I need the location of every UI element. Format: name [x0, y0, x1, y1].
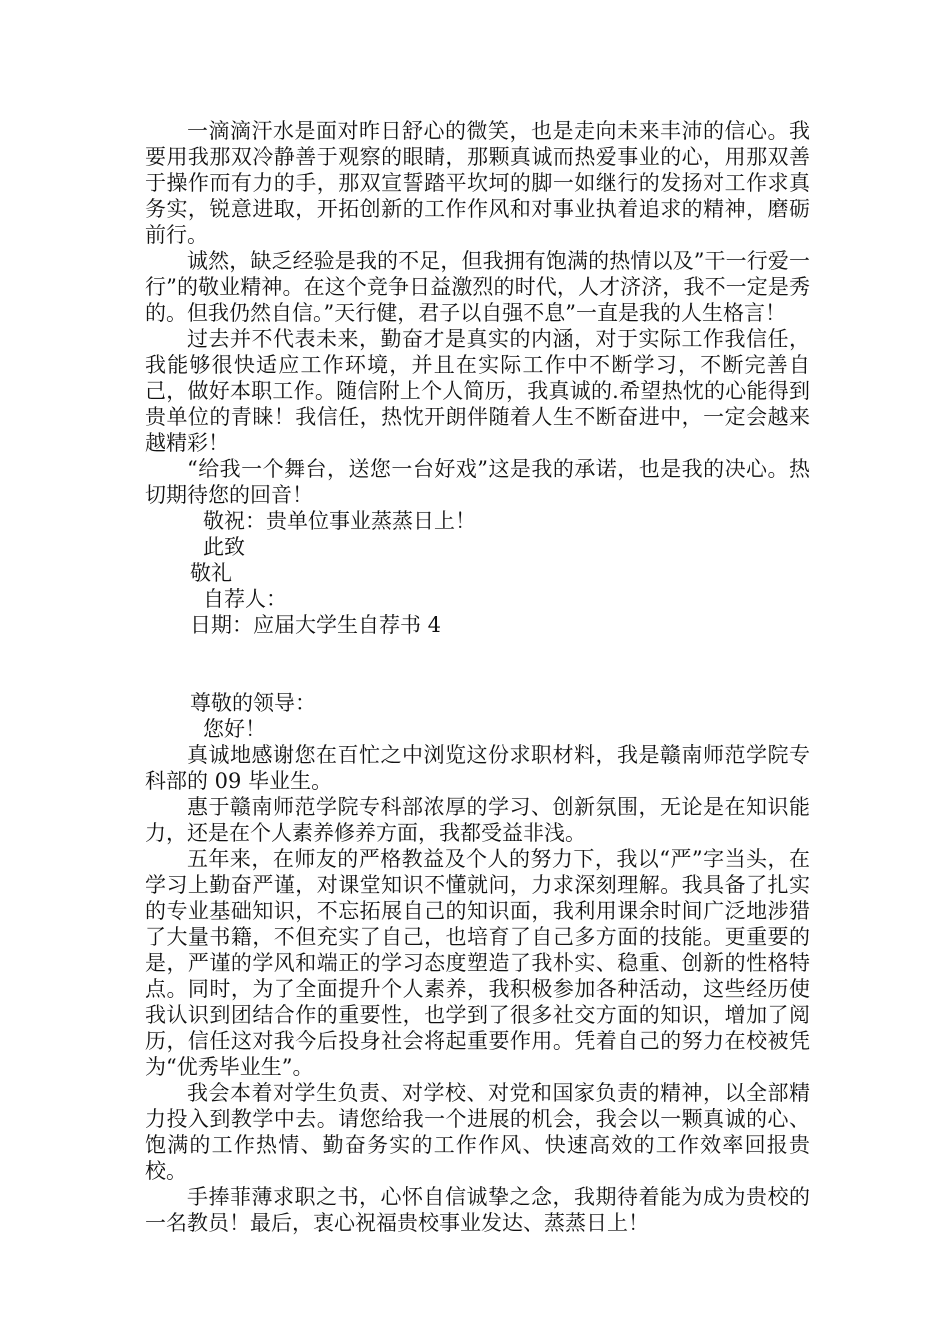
closing-salutation: 此致	[203, 535, 245, 559]
letter1-paragraph-4: “给我一个舞台，送您一台好戏”这是我的承诺，也是我的决心。热切期待您的回音！	[145, 457, 810, 507]
letter2-paragraph-5: 手捧菲薄求职之书，心怀自信诚挚之念，我期待着能为成为贵校的一名教员！最后，衷心祝福贵校事业发达、蒸蒸日上！	[145, 1185, 810, 1235]
letter2-paragraph-3: 五年来，在师友的严格教益及个人的努力下，我以“严”字当头，在学习上勤奋严谨，对课堂知识不懂就问，力求深刻理解。我具备了扎实的专业基础知识，不忘拓展自己的知识面，我利用课余时间广泛地涉猎了大量书籍，不但充实了自己，也培育了自己多方面的技能。更重要的是，严谨的学风和端正的学习态度塑造了我朴实、稳重、创新的性格特点。同时，为了全面提升个人素养，我积极参加各种活动，这些经历使我认识到团结合作的重要性，也学到了很多社交方面的知识，增加了阅历，信任这对我今后投身社会将起重要作用。凭着自己的努力在校被凭为“优秀毕业生”。	[145, 847, 810, 1079]
letter2-paragraph-2: 惠于赣南师范学院专科部浓厚的学习、创新氛围，无论是在知识能力，还是在个人素养修养方面，我都受益非浅。	[145, 795, 810, 845]
document-page	[145, 118, 810, 1236]
letter1-paragraph-2: 诚然，缺乏经验是我的不足，但我拥有饱满的热情以及”干一行爱一行”的敬业精神。在这个竞争日益激烈的时代，人才济济，我不一定是秀的。但我仍然自信。”天行健，君子以自强不息”一直是我的人生格言！	[145, 249, 810, 325]
greeting: 您好！	[203, 717, 266, 741]
letter1-paragraph-1: 一滴滴汗水是面对昨日舒心的微笑，也是走向未来丰沛的信心。我要用我那双冷静善于观察的眼睛，那颗真诚而热爱事业的心，用那双善于操作而有力的手，那双宣誓踏平坎坷的脚一如继行的发扬对工作求真务实，锐意进取，开拓创新的工作作风和对事业执着追求的精神，磨砺前行。	[145, 119, 810, 247]
letter2-paragraph-1: 真诚地感谢您在百忙之中浏览这份求职材料，我是赣南师范学院专科部的 09 毕业生。	[145, 743, 810, 793]
letter1-paragraph-3: 过去并不代表未来，勤奋才是真实的内涵，对于实际工作我信任，我能够很快适应工作环境，并且在实际工作中不断学习，不断完善自己，做好本职工作。随信附上个人简历，我真诚的.希望热忱的心能得到贵单位的青睐！我信任，热忱开朗伴随着人生不断奋进中，一定会越来越精彩！	[145, 327, 810, 455]
wish-line: 敬祝：贵单位事业蒸蒸日上！	[203, 509, 476, 533]
closing-regards: 敬礼	[190, 561, 232, 585]
date-title-line: 日期：应届大学生自荐书 4	[190, 613, 442, 637]
salutation: 尊敬的领导：	[190, 691, 316, 715]
letter-one	[145, 118, 810, 638]
signer-line: 自荐人：	[203, 587, 287, 611]
letter2-paragraph-4: 我会本着对学生负责、对学校、对党和国家负责的精神，以全部精力投入到教学中去。请您给我一个进展的机会，我会以一颗真诚的心、饱满的工作热情、勤奋务实的工作作风、快速高效的工作效率回报贵校。	[145, 1081, 810, 1183]
section-gap	[145, 638, 810, 690]
letter-two	[145, 690, 810, 1236]
